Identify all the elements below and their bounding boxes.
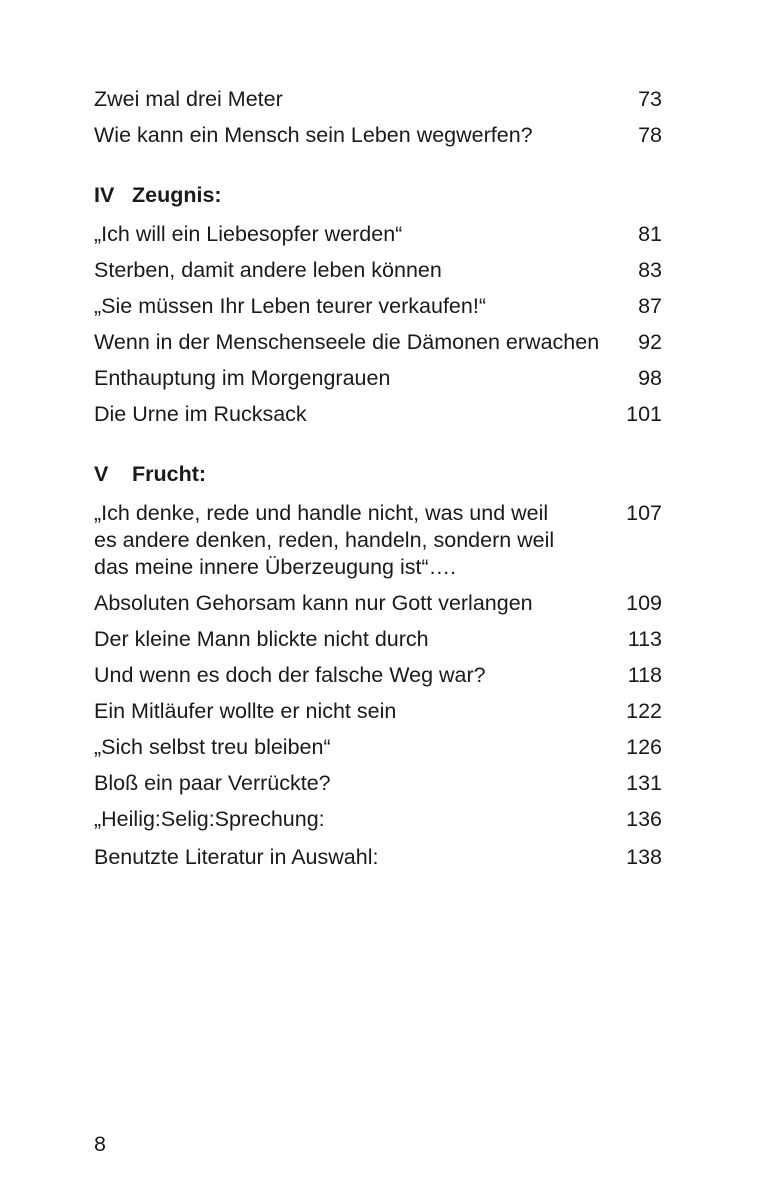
toc-entry-title: Der kleine Mann blickte nicht durch [94,627,429,651]
toc-entry-title: Wie kann ein Mensch sein Leben wegwerfen? [94,123,533,147]
toc-entry [94,329,662,356]
toc-entry-page: 118 [627,663,662,687]
toc-entry-title: „Sie müssen Ihr Leben teurer verkaufen!“ [94,294,486,318]
toc-entry-page: 107 [626,501,662,525]
toc-entry-page: 122 [626,699,662,723]
toc-entry-title: Absoluten Gehorsam kann nur Gott verlangen [94,591,533,615]
toc-entry-title: Ein Mitläufer wollte er nicht sein [94,699,397,723]
toc-entry-page: 83 [638,258,662,282]
toc-entry-page: 131 [626,771,662,795]
toc-entry-title: Sterben, damit andere leben können [94,258,442,282]
toc-entry [94,257,662,284]
section-heading [94,461,662,488]
toc-entry [94,221,662,248]
toc-entry-page: 109 [626,591,662,615]
section-title: Zeugnis: [132,183,222,207]
toc-entry [94,122,662,149]
toc-entry-title: Enthauptung im Morgengrauen [94,366,391,390]
table-of-contents [94,86,662,871]
toc-entry-page: 138 [626,845,662,869]
toc-entry [94,770,662,797]
toc-entry-page: 92 [638,330,662,354]
toc-entry-page: 78 [638,123,662,147]
toc-entry-title: Bloß ein paar Verrückte? [94,771,331,795]
toc-entry-title: Wenn in der Menschenseele die Dämonen erwachen [94,330,600,354]
toc-entry [94,401,662,428]
toc-entry-page: 87 [638,294,662,318]
toc-entry [94,590,662,617]
toc-entry [94,844,662,871]
toc-entry [94,662,662,689]
section-title: Frucht: [132,462,207,486]
toc-entry-page: 81 [638,222,662,246]
toc-entry [94,734,662,761]
toc-entry-title: „Sich selbst treu bleiben“ [94,735,331,759]
toc-entry [94,500,662,581]
toc-entry-page: 98 [638,366,662,390]
toc-entry-page: 101 [626,402,662,426]
toc-entry-title: „Ich will ein Liebesopfer werden“ [94,222,403,246]
toc-entry-title: „Heilig:Selig:Sprechung: [94,807,325,831]
section-numeral: IV [94,183,115,207]
toc-entry [94,698,662,725]
toc-entry [94,365,662,392]
toc-entry-title: Die Urne im Rucksack [94,402,307,426]
toc-entry-page: 126 [626,735,662,759]
toc-entry [94,626,662,653]
toc-entry-page: 136 [626,807,662,831]
section-heading [94,182,662,209]
toc-entry [94,86,662,113]
toc-entry-title: Zwei mal drei Meter [94,87,283,111]
toc-entry-title: Und wenn es doch der falsche Weg war? [94,663,486,687]
toc-entry [94,806,662,833]
section-numeral: V [94,462,109,486]
toc-entry-title: Benutzte Literatur in Auswahl: [94,845,379,869]
toc-entry-title: „Ich denke, rede und handle nicht, was und weil es andere denken, reden, handeln, sondern weil das meine innere Überzeugung ist“…. [94,501,555,579]
page-number: 8 [94,1132,106,1156]
toc-entry-page: 113 [627,627,662,651]
toc-entry [94,293,662,320]
toc-entry-page: 73 [638,87,662,111]
